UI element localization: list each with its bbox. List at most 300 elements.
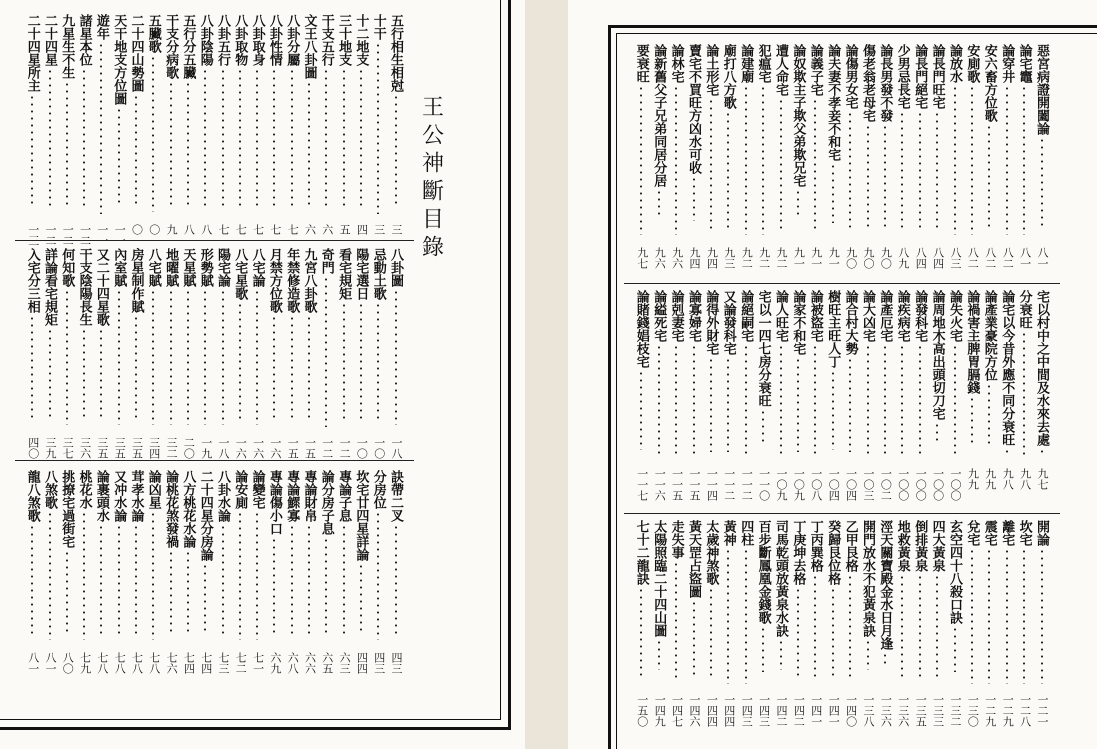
toc-entry xyxy=(843,290,858,452)
toc-entry-label: 玄空四十八殺口訣 xyxy=(947,520,962,624)
toc-entry xyxy=(756,520,771,672)
leader-dots xyxy=(797,587,799,678)
leader-dots xyxy=(849,111,851,231)
section-divider xyxy=(15,460,414,461)
toc-entry xyxy=(198,14,213,210)
toc-entry-label: 年禁修造歌 xyxy=(284,248,300,313)
toc-entry xyxy=(756,290,771,444)
toc-page-number: 三 xyxy=(390,224,403,235)
toc-entry-label: 又論發科宅 xyxy=(720,290,736,355)
toc-entry xyxy=(284,248,299,421)
toc-entry-label: 坎宅廿四星詳論 xyxy=(353,470,369,561)
toc-page-number: 一四二 xyxy=(792,694,806,727)
toc-page-number: 一一七 xyxy=(635,468,649,501)
toc-page-number: 一〇〇 xyxy=(914,468,928,501)
toc-page-number: 一二九 xyxy=(983,694,997,727)
leader-dots xyxy=(762,85,764,235)
leader-dots xyxy=(1023,85,1025,235)
toc-entry-label: 天星賦 xyxy=(180,248,196,287)
toc-page-number: 九四 xyxy=(705,247,719,269)
leader-dots xyxy=(675,561,677,682)
leader-dots xyxy=(693,600,695,676)
toc-page-number: 九一 xyxy=(792,247,806,269)
toc-entry-label: 太陽照臨二十四山圖 xyxy=(651,520,667,637)
toc-entry-label: 奇門 xyxy=(318,248,334,274)
leader-dots xyxy=(1006,448,1008,454)
toc-entry xyxy=(129,470,144,638)
toc-page-number: 四三 xyxy=(372,652,386,674)
toc-entry-label: 震宅 xyxy=(981,520,997,546)
toc-entry-label: 黃神 xyxy=(720,520,736,546)
leader-dots xyxy=(901,111,903,231)
toc-page-number: 一六 xyxy=(251,437,265,459)
toc-entry-label: 挑撩宅過街宅 xyxy=(59,470,75,548)
toc-entry-label: 又二十四星歌 xyxy=(93,248,109,326)
toc-entry xyxy=(215,14,230,210)
toc-entry xyxy=(1017,520,1032,684)
toc-page-number: 九三 xyxy=(722,247,736,269)
toc-entry-label: 八宅星歌 xyxy=(232,248,248,300)
toc-page-number: 三五 xyxy=(113,437,127,459)
toc-entry-label: 論大凶宅 xyxy=(860,290,875,342)
toc-entry-label: 論得外財宅 xyxy=(703,290,719,355)
toc-entry-label: 八宅賦 xyxy=(145,248,161,287)
toc-entry-label: 論產厄宅 xyxy=(877,290,893,342)
leader-dots xyxy=(954,344,956,454)
toc-page-number: 八一 xyxy=(26,652,40,674)
toc-page-number: 一一二 xyxy=(722,468,736,501)
toc-entry-label: 文王八卦圖 xyxy=(301,14,317,79)
toc-entry xyxy=(982,520,997,684)
toc-page-number: 一〇三 xyxy=(862,468,875,501)
toc-entry-label: 宅以一四七房分衰旺 xyxy=(755,290,771,407)
toc-page-number: 一四三 xyxy=(757,694,771,727)
toc-entry-label: 五臟歌 xyxy=(145,14,161,53)
toc-page-number: 一三六 xyxy=(896,694,910,727)
leader-dots xyxy=(814,98,816,233)
toc-entry-label: 安廁歌 xyxy=(964,44,980,83)
leader-dots xyxy=(936,574,938,680)
toc-page-number: 一二九 xyxy=(1001,694,1015,727)
toc-page-number: 一三八 xyxy=(862,694,875,727)
toc-entry xyxy=(790,44,805,219)
leader-dots xyxy=(867,344,869,454)
leader-dots xyxy=(83,68,85,210)
toc-page-number: 六九 xyxy=(268,652,282,674)
toc-entry-label: 分房位 xyxy=(370,470,386,509)
leader-dots xyxy=(395,94,397,206)
toc-entry xyxy=(250,248,265,425)
leader-dots xyxy=(239,302,241,423)
leader-dots xyxy=(273,68,275,210)
leader-dots xyxy=(710,357,712,452)
toc-entry xyxy=(267,14,282,210)
toc-entry-label: 八卦分屬 xyxy=(284,14,300,66)
leader-dots xyxy=(170,81,172,208)
leader-dots xyxy=(377,42,379,214)
leader-dots xyxy=(170,550,172,634)
toc-page-number: 一二 xyxy=(61,224,75,246)
toc-entry xyxy=(912,44,927,231)
leader-dots xyxy=(343,524,345,638)
leader-dots xyxy=(640,587,642,678)
leader-dots xyxy=(291,68,293,210)
leader-dots xyxy=(954,85,956,235)
leader-dots xyxy=(31,94,33,206)
leader-dots xyxy=(901,344,903,454)
leader-dots xyxy=(936,111,938,231)
leader-dots xyxy=(291,315,293,421)
toc-entry-label: 四大黃泉 xyxy=(929,520,945,572)
toc-entry-label: 四柱 xyxy=(738,520,754,546)
toc-entry xyxy=(877,520,892,668)
toc-entry xyxy=(703,520,718,678)
toc-entry xyxy=(738,290,753,454)
toc-entry-label: 八卦取身 xyxy=(249,14,265,66)
toc-page-number: 五 xyxy=(338,224,352,235)
toc-page-number: 三七 xyxy=(61,437,75,459)
leader-dots xyxy=(936,422,938,442)
toc-page-number: 一六 xyxy=(234,437,248,459)
leader-dots xyxy=(100,524,102,638)
toc-page-number: 八二 xyxy=(1001,247,1015,269)
toc-entry-label: 黃天罡占盜圖 xyxy=(686,520,701,598)
toc-entry-label: 論新舊父子兄弟同居分居 xyxy=(651,44,667,187)
toc-entry xyxy=(947,44,962,235)
toc-entry xyxy=(912,520,927,680)
toc-entry-label: 癸歸艮位格 xyxy=(825,520,841,585)
leader-dots xyxy=(66,81,68,208)
leader-dots xyxy=(988,383,990,448)
toc-entry-label: 開門放水不犯黃泉訣 xyxy=(860,520,875,637)
leader-dots xyxy=(727,111,729,231)
leader-dots xyxy=(693,344,695,454)
toc-entry xyxy=(634,520,649,678)
toc-entry xyxy=(250,470,265,640)
toc-page-number: 九六 xyxy=(653,247,667,269)
toc-entry xyxy=(773,44,788,233)
toc-entry xyxy=(686,520,701,676)
leader-dots xyxy=(135,524,137,638)
toc-page-number: 一四九 xyxy=(653,694,667,727)
toc-entry xyxy=(843,520,858,680)
leader-dots xyxy=(118,289,120,425)
toc-entry-label: 內室賦 xyxy=(111,248,127,287)
leader-dots xyxy=(640,85,642,235)
toc-page-number: 一五〇 xyxy=(635,694,649,727)
toc-entry xyxy=(146,14,161,212)
leader-dots xyxy=(100,42,102,214)
leader-dots xyxy=(256,289,258,425)
toc-page-number: 一三五 xyxy=(914,694,928,727)
leader-dots xyxy=(1023,331,1025,456)
toc-entry-label: 論發科宅 xyxy=(912,290,928,342)
toc-page-number: 一三三 xyxy=(931,694,945,727)
leader-dots xyxy=(118,524,120,638)
toc-entry xyxy=(930,520,945,680)
leader-dots xyxy=(135,94,137,206)
toc-page-number: 七四 xyxy=(182,652,196,674)
toc-entry xyxy=(336,470,351,638)
leader-dots xyxy=(377,511,379,640)
toc-entry xyxy=(1017,290,1032,456)
toc-page-number: 三四 xyxy=(147,437,161,459)
toc-entry-label: 離宅 xyxy=(999,520,1015,546)
toc-page-number: 三五 xyxy=(95,437,109,459)
toc-entry-label: 論分房子息 xyxy=(318,470,334,535)
toc-entry-label: 八方桃花水論 xyxy=(180,470,196,548)
toc-page-number: 八四 xyxy=(914,247,928,269)
leader-dots xyxy=(308,81,310,208)
leader-dots xyxy=(204,563,206,632)
toc-page-number: 七八 xyxy=(147,652,161,674)
toc-entry-label: 犯瘟宅 xyxy=(755,44,771,83)
toc-entry xyxy=(146,248,161,425)
toc-entry xyxy=(999,290,1014,454)
toc-page-number: 一二 xyxy=(320,437,334,459)
leader-dots xyxy=(360,68,362,210)
toc-entry-label: 看宅規矩 xyxy=(336,248,352,300)
toc-entry xyxy=(1034,290,1049,454)
toc-page-number: 一八 xyxy=(390,437,403,459)
leader-dots xyxy=(780,344,782,454)
toc-entry xyxy=(215,470,230,638)
toc-entry-label: 司馬乾頭放黃泉水訣 xyxy=(773,520,788,637)
toc-entry-label: 論土形宅 xyxy=(703,44,719,96)
toc-page-number: 一四四 xyxy=(705,694,719,727)
toc-entry-label: 論凶星 xyxy=(145,470,161,509)
leader-dots xyxy=(204,289,206,425)
toc-entry xyxy=(111,470,126,638)
toc-entry xyxy=(982,290,997,448)
toc-entry-label: 論疾病宅 xyxy=(894,290,910,342)
toc-entry-label: 論家不和宅 xyxy=(790,290,806,355)
leader-dots xyxy=(832,587,834,678)
leader-dots xyxy=(901,574,903,680)
toc-entry-label: 入宅分三相 xyxy=(24,248,40,313)
toc-page-number: 九二 xyxy=(757,247,771,269)
toc-entry xyxy=(790,290,805,452)
toc-entry-label: 忌動土歌 xyxy=(370,248,386,300)
toc-entry xyxy=(371,14,386,214)
toc-entry-label: 論穿井 xyxy=(999,44,1015,83)
toc-entry xyxy=(59,248,74,425)
toc-entry-label: 坎宅 xyxy=(1016,520,1032,546)
toc-entry-label: 八卦五行 xyxy=(215,14,230,66)
toc-entry-label: 十干 xyxy=(370,14,386,40)
leader-dots xyxy=(988,548,990,684)
toc-entry-label: 論變宅 xyxy=(249,470,265,509)
toc-entry-label: 安六畜方位歌 xyxy=(981,44,997,122)
leader-dots xyxy=(187,81,189,208)
toc-entry-label: 八宅論 xyxy=(249,248,265,287)
toc-page-number: 七 xyxy=(251,224,265,235)
toc-page-number: 九二 xyxy=(775,247,788,269)
toc-entry xyxy=(388,470,403,638)
toc-page-number: 一一二 xyxy=(740,468,754,501)
leader-dots xyxy=(273,315,275,421)
toc-entry-label: 論剋妻宅 xyxy=(668,290,684,342)
toc-entry xyxy=(651,290,666,454)
leader-dots xyxy=(762,626,764,672)
toc-entry xyxy=(42,248,57,419)
leader-dots xyxy=(797,357,799,452)
leader-dots xyxy=(239,68,241,210)
toc-entry xyxy=(964,520,979,684)
leader-dots xyxy=(884,124,886,229)
toc-entry-label: 論產業豪院方位 xyxy=(981,290,997,381)
toc-entry xyxy=(930,290,945,442)
toc-entry xyxy=(808,290,823,454)
leader-dots xyxy=(395,524,397,638)
toc-entry xyxy=(912,290,927,454)
toc-page-number: 一一六 xyxy=(653,468,667,501)
toc-entry xyxy=(94,248,109,419)
leader-dots xyxy=(780,98,782,233)
leader-dots xyxy=(360,563,362,632)
toc-page-number: 一一 xyxy=(95,224,109,246)
leader-dots xyxy=(273,537,275,636)
leader-dots xyxy=(954,626,956,672)
toc-entry-label: 遊年 xyxy=(93,14,109,40)
leader-dots xyxy=(118,107,120,204)
toc-page-number: 一〇〇 xyxy=(896,468,910,501)
toc-entry xyxy=(180,14,195,208)
toc-entry xyxy=(634,290,649,450)
toc-page-number: 三六 xyxy=(78,437,92,459)
toc-entry-label: 論賭錢娼枝宅 xyxy=(633,290,649,368)
leader-dots xyxy=(745,548,747,684)
leader-dots xyxy=(83,328,85,419)
leader-dots xyxy=(1023,548,1025,684)
toc-page-number: 七八 xyxy=(113,652,127,674)
toc-entry xyxy=(336,14,351,210)
toc-entry-label: 論禍害主脾胃膈錢 xyxy=(964,290,980,394)
toc-page-number: 七 xyxy=(234,224,248,235)
toc-entry-label: 論放水 xyxy=(947,44,962,83)
toc-entry xyxy=(738,520,753,684)
toc-page-number: 一〇四 xyxy=(844,468,858,501)
toc-page-number: 一〇〇 xyxy=(931,468,945,501)
toc-entry-label: 分衰旺 xyxy=(1016,290,1032,329)
toc-page-number: 九二 xyxy=(740,247,754,269)
toc-page-number: 九 xyxy=(165,224,179,235)
toc-page-number: 一〇 xyxy=(355,437,369,459)
toc-entry xyxy=(964,44,979,235)
toc-entry xyxy=(42,14,57,210)
toc-entry xyxy=(302,14,317,208)
toc-entry xyxy=(721,44,736,231)
leader-dots xyxy=(658,189,660,219)
leader-dots xyxy=(745,344,747,454)
toc-page-number: 九四 xyxy=(688,247,701,269)
toc-entry xyxy=(843,44,858,231)
leader-dots xyxy=(377,302,379,423)
leader-dots xyxy=(152,511,154,640)
toc-entry-label: 論人旺宅 xyxy=(773,290,788,342)
toc-entry-label: 陽宅論 xyxy=(215,248,230,287)
toc-entry-label: 八卦圖 xyxy=(388,248,403,287)
toc-page-number: 八一 xyxy=(1018,247,1032,269)
toc-entry xyxy=(651,44,666,219)
leader-dots xyxy=(971,396,973,446)
leader-dots xyxy=(814,574,816,680)
leader-dots xyxy=(640,370,642,450)
toc-entry xyxy=(94,470,109,638)
toc-page-number: 一三 xyxy=(26,224,40,246)
toc-entry-label: 丁庚坤去格 xyxy=(790,520,806,585)
leader-dots xyxy=(256,511,258,640)
toc-page-number: 一四七 xyxy=(670,694,684,727)
leader-dots xyxy=(395,289,397,425)
toc-entry xyxy=(319,470,334,636)
leader-dots xyxy=(325,276,327,427)
toc-entry-label: 論寡婦宅 xyxy=(686,290,701,342)
leader-dots xyxy=(204,68,206,210)
toc-entry-label: 論夫妻不孝妾不和宅 xyxy=(825,44,841,161)
leader-dots xyxy=(797,189,799,219)
toc-entry-label: 八卦性情 xyxy=(266,14,282,66)
toc-entry xyxy=(77,14,92,210)
toc-page-number: 九〇 xyxy=(862,247,875,269)
toc-page-number: 七八 xyxy=(95,652,109,674)
toc-page-number: 八〇 xyxy=(61,652,75,674)
toc-page-number: 九六 xyxy=(670,247,684,269)
toc-page-number: 八九 xyxy=(896,247,910,269)
toc-page-number: 一〇九 xyxy=(792,468,806,501)
leader-dots xyxy=(971,548,973,684)
toc-page-number: 七一 xyxy=(251,652,265,674)
toc-entry xyxy=(267,248,282,421)
toc-entry-label: 論義子宅 xyxy=(807,44,823,96)
toc-page-number: 三 xyxy=(372,224,386,235)
toc-entry xyxy=(825,520,840,678)
toc-page-number: 一三二 xyxy=(949,694,962,727)
leader-dots xyxy=(727,357,729,452)
leader-dots xyxy=(222,289,224,425)
toc-entry xyxy=(721,520,736,684)
leader-dots xyxy=(308,524,310,638)
toc-entry-label: 惡宮病證開闔論 xyxy=(1034,44,1049,135)
toc-entry-label: 論失火宅 xyxy=(947,290,962,342)
toc-entry-label: 論奴欺主子欺父弟欺兄宅 xyxy=(790,44,806,187)
toc-entry xyxy=(825,44,840,223)
toc-entry-label: 廟打八方歌 xyxy=(720,44,736,109)
left-page xyxy=(0,0,525,749)
toc-entry-label: 三十地支 xyxy=(336,14,352,66)
toc-entry xyxy=(146,470,161,640)
leader-dots xyxy=(710,98,712,233)
toc-entry-label: 百步斷鳳凰金錢歌 xyxy=(755,520,771,624)
toc-entry-label: 桃花水 xyxy=(76,470,92,509)
toc-page-number: 一一五 xyxy=(670,468,684,501)
toc-page-number: 九九 xyxy=(983,468,997,490)
leader-dots xyxy=(919,111,921,231)
toc-entry xyxy=(895,520,910,680)
toc-entry-label: 論林宅 xyxy=(668,44,684,83)
leader-dots xyxy=(727,548,729,684)
leader-dots xyxy=(1006,85,1008,235)
toc-entry-label: 專論傷小口 xyxy=(266,470,282,535)
toc-entry xyxy=(825,290,840,450)
toc-entry-label: 論合村大勢 xyxy=(842,290,858,355)
toc-page-number: 八一 xyxy=(44,652,57,674)
leader-dots xyxy=(1041,137,1043,227)
leader-dots xyxy=(832,163,834,223)
leader-dots xyxy=(693,176,695,221)
toc-entry xyxy=(686,290,701,454)
leader-dots xyxy=(884,652,886,668)
